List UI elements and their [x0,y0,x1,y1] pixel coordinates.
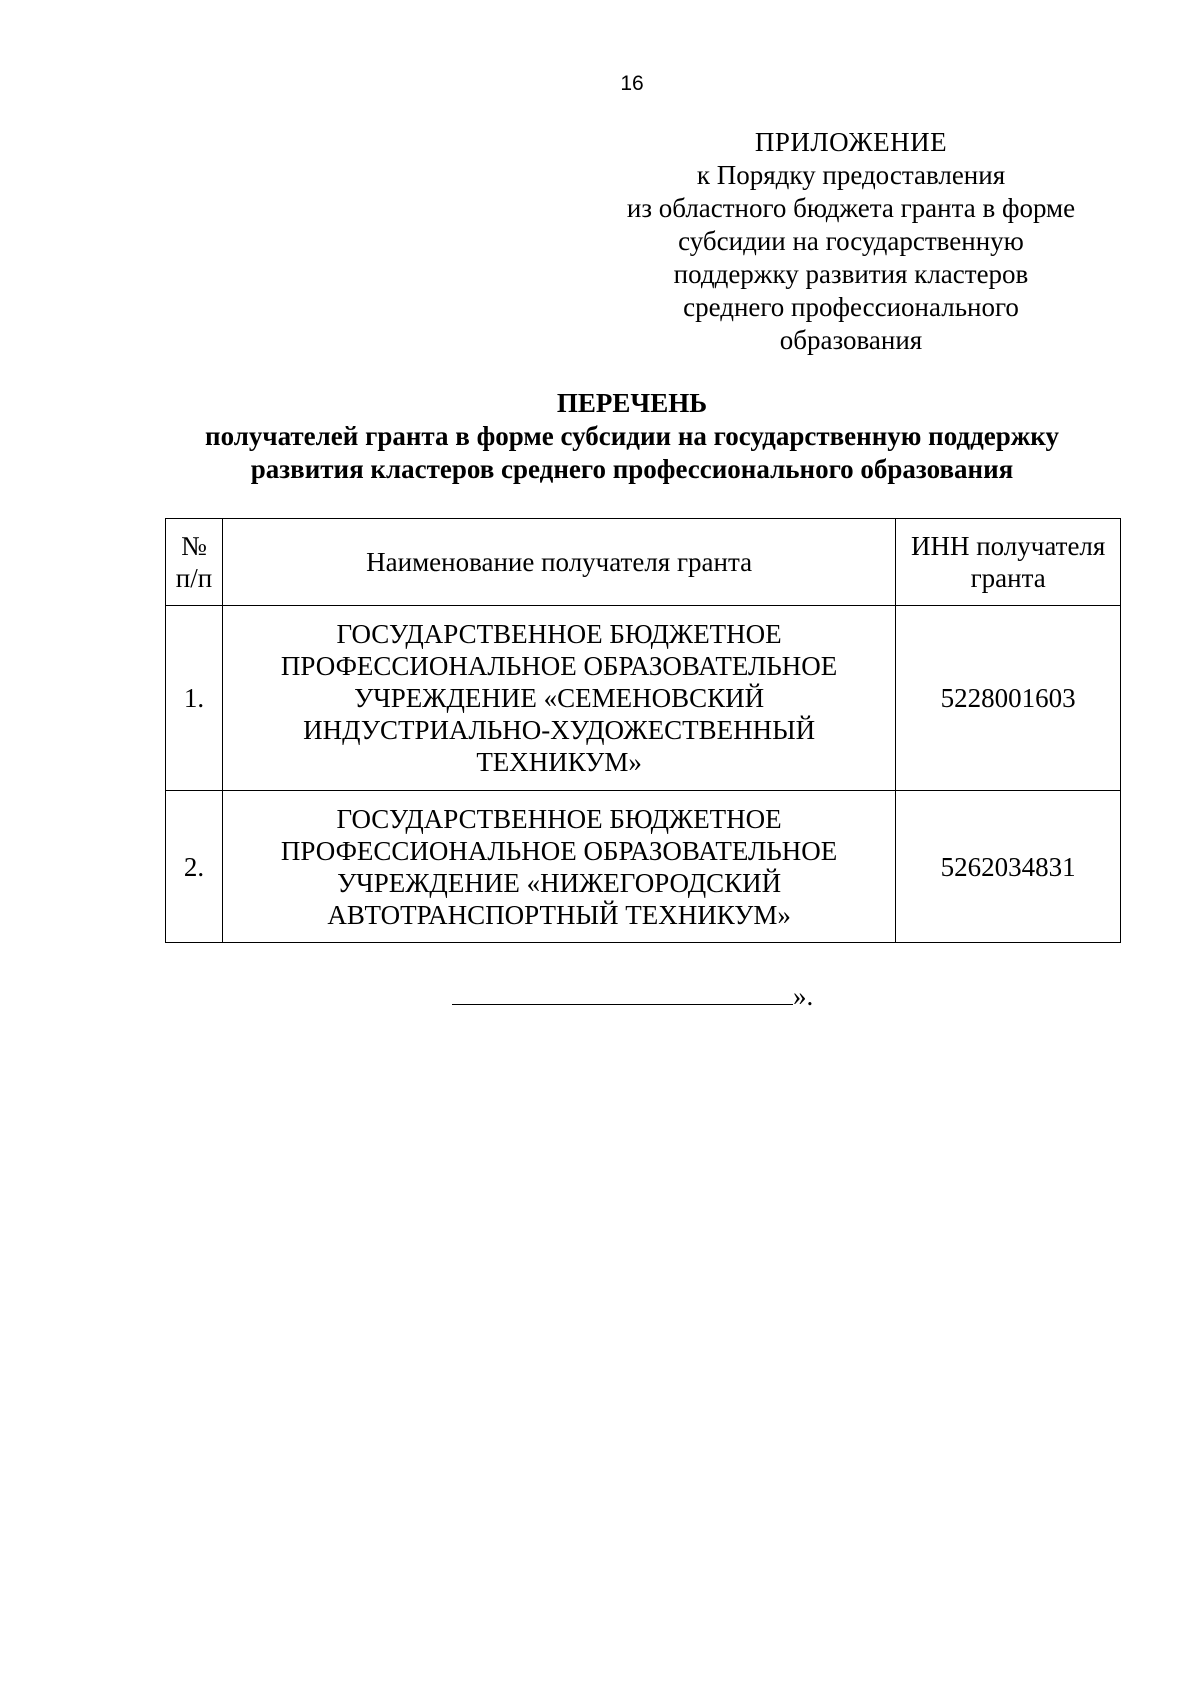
table-row [166,606,1121,791]
header-name-text: Наименование получателя гранта [366,547,753,577]
row-inn: 5262034831 [896,791,1121,943]
row-number: 1. [166,606,223,791]
heading-line: развития кластеров среднего профессионального образования [250,454,1014,484]
appendix-line: образования [779,325,923,355]
header-number-line: № [181,531,207,561]
header-inn-line: гранта [970,563,1046,593]
recipient-name-line: УЧРЕЖДЕНИЕ «НИЖЕГОРОДСКИЙ [337,867,782,898]
recipient-name-line: УЧРЕЖДЕНИЕ «СЕМЕНОВСКИЙ [354,683,765,713]
appendix-line: поддержку развития кластеров [673,259,1029,289]
appendix-line: субсидии на государственную [678,226,1024,256]
header-name [222,519,895,606]
recipient-name-line: ПРОФЕССИОНАЛЬНОЕ ОБРАЗОВАТЕЛЬНОЕ [280,651,838,681]
recipient-name-line: ГОСУДАРСТВЕННОЕ БЮДЖЕТНОЕ [336,619,782,649]
appendix-line: из областного бюджета гранта в форме [626,193,1076,223]
heading-line: получателей гранта в форме субсидии на государственную поддержку [205,421,1059,451]
row-number: 2. [166,791,223,943]
header-inn [896,519,1121,606]
table-row [166,791,1121,943]
appendix-line: к Порядку предоставления [696,160,1006,190]
header-number-line: п/п [175,563,213,593]
heading-title: ПЕРЕЧЕНЬ [556,388,708,418]
table-header-row [166,519,1121,606]
row-inn: 5228001603 [896,606,1121,791]
closing-underline [452,976,793,1005]
header-inn-line: ИНН получателя [910,531,1106,561]
header-number [166,519,223,606]
recipients-table [165,518,1121,943]
recipient-name-line: ТЕХНИКУМ» [476,747,642,777]
recipient-name-line: ГОСУДАРСТВЕННОЕ БЮДЖЕТНОЕ [336,803,782,834]
appendix-title: ПРИЛОЖЕНИЕ [754,127,948,157]
page-number: 16 [620,72,644,95]
recipient-name-line: АВТОТРАНСПОРТНЫЙ ТЕХНИКУМ» [327,899,791,930]
row-recipient-name [222,606,895,791]
row-recipient-name [222,791,895,943]
recipient-name-line: ИНДУСТРИАЛЬНО-ХУДОЖЕСТВЕННЫЙ [303,715,816,745]
document-heading [150,387,1114,486]
appendix-line: среднего профессионального [683,292,1019,322]
appendix-block [610,126,1092,357]
closing-mark: ». [793,981,814,1011]
closing-block [452,976,813,1012]
recipient-name-line: ПРОФЕССИОНАЛЬНОЕ ОБРАЗОВАТЕЛЬНОЕ [280,835,838,866]
